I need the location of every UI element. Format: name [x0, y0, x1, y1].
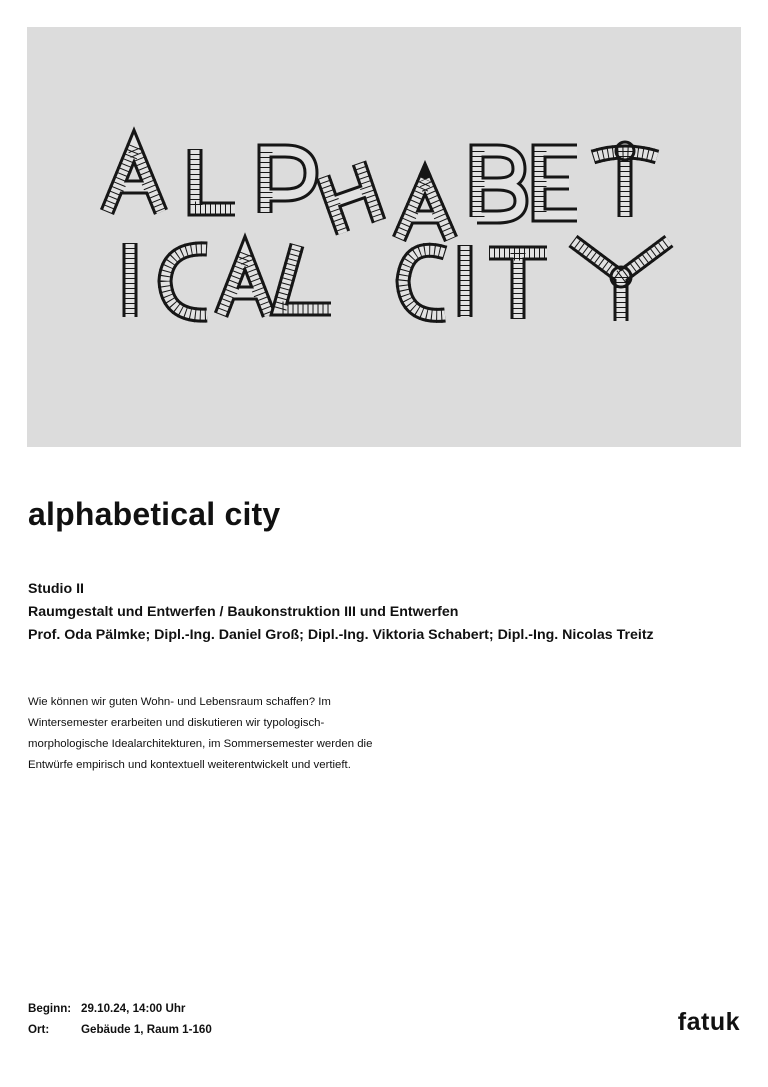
page-title: alphabetical city: [28, 496, 281, 532]
start-row: [28, 998, 212, 1019]
course-meta: [28, 578, 654, 647]
courses-line: Raumgestalt und Entwerfen / Baukonstruktion III und Entwerfen: [28, 604, 459, 620]
start-label: Beginn:: [28, 1002, 72, 1015]
start-value: 29.10.24, 14:00 Uhr: [81, 1002, 186, 1015]
fatuk-logo: fatuk: [677, 1008, 740, 1036]
description-paragraph: Wie können wir guten Wohn- und Lebensraum schaffen? Im Wintersemester erarbeiten und diskutieren wir typologisch-morphologische Idealarchitekturen, im Sommersemester werden die Entwürfe empirisch und kontextuell weiterentwickelt und vertieft.: [28, 696, 373, 771]
hero-image: [27, 27, 741, 447]
place-value: Gebäude 1, Raum 1-160: [81, 1023, 212, 1036]
alphabetical-city-floorplan-letters: [27, 27, 741, 447]
people-line: Prof. Oda Pälmke; Dipl.-Ing. Daniel Groß; Dipl.-Ing. Viktoria Schabert; Dipl.-Ing. Nicolas Treitz: [28, 627, 654, 643]
place-label: Ort:: [28, 1023, 50, 1036]
place-row: [28, 1019, 212, 1040]
studio-label: Studio II: [28, 581, 84, 597]
floorplan-letter-group: [107, 142, 669, 321]
footer-info: [28, 998, 212, 1040]
